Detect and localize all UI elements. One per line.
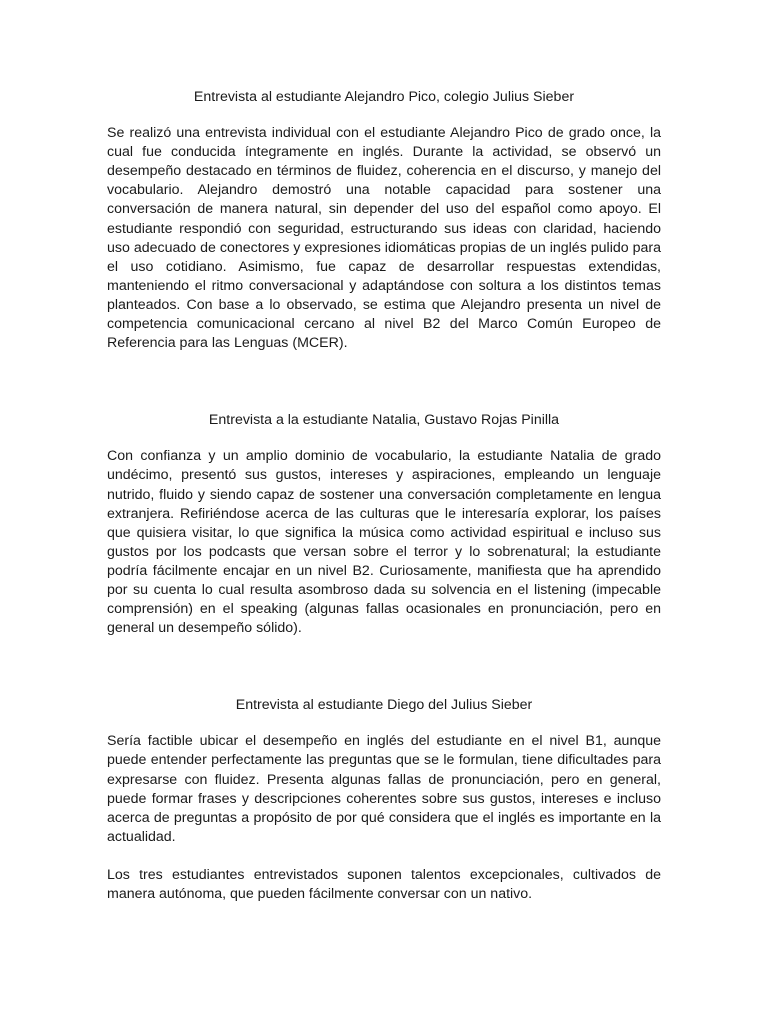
paragraph-alejandro: Se realizó una entrevista individual con el estudiante Alejandro Pico de grado once, la cual fue conducida íntegramente en inglés. Durante la actividad, se observó un desempeño destacado en términos de fluidez, coherencia en el discurso, y manejo del vocabulario. Alejandro demostró una notable capacidad para sostener una conversación de manera natural, sin depender del uso del español como apoyo. El estudiante respondió con seguridad, estructurando sus ideas con claridad, haciendo uso adecuado de conectores y expresiones idiomáticas propias de un inglés pulido para el uso cotidiano. Asimismo, fue capaz de desarrollar respuestas extendidas, manteniendo el ritmo conversacional y adaptándose con soltura a los distintos temas planteados. Con base a lo observado, se estima que Alejandro presenta un nivel de competencia comunicacional cercano al nivel B2 del Marco Común Europeo de Referencia para las Lenguas (MCER).: [107, 125, 661, 352]
paragraph-natalia: Con confianza y un amplio dominio de vocabulario, la estudiante Natalia de grado undécimo, presentó sus gustos, intereses y aspiraciones, empleando un lenguaje nutrido, fluido y siendo capaz de sostener una conversación completamente en lengua extranjera. Refiriéndose acerca de las culturas que le interesaría explorar, los países que quisiera visitar, lo que significa la música como actividad espiritual e incluso sus gustos por los podcasts que versan sobre el terror y lo sobrenatural; la estudiante podría fácilmente encajar en un nivel B2. Curiosamente, manifiesta que ha aprendido por su cuenta lo cual resulta asombroso dada su solvencia en el listening (impecable comprensión) en el speaking (algunas fallas ocasionales en pronunciación, pero en general un desempeño sólido).: [107, 448, 661, 637]
paragraph-diego: Sería factible ubicar el desempeño en inglés del estudiante en el nivel B1, aunque puede entender perfectamente las preguntas que se le formulan, tiene dificultades para expresarse con fluidez. Presenta algunas fallas de pronunciación, pero en general, puede formar frases y descripciones coherentes sobre sus gustos, intereses e incluso acerca de preguntas a propósito de por qué considera que el inglés es importante en la actualidad.: [107, 733, 661, 845]
section-heading-diego: Entrevista al estudiante Diego del Julius Sieber: [235, 697, 533, 714]
section-heading-alejandro: Entrevista al estudiante Alejandro Pico, colegio Julius Sieber: [193, 89, 575, 105]
document-page: [107, 88, 661, 904]
paragraph-conclusion: Los tres estudiantes entrevistados suponen talentos excepcionales, cultivados de manera autónoma, que pueden fácilmente conversar con un nativo.: [107, 866, 661, 902]
section-heading-natalia: Entrevista a la estudiante Natalia, Gustavo Rojas Pinilla: [208, 412, 560, 429]
